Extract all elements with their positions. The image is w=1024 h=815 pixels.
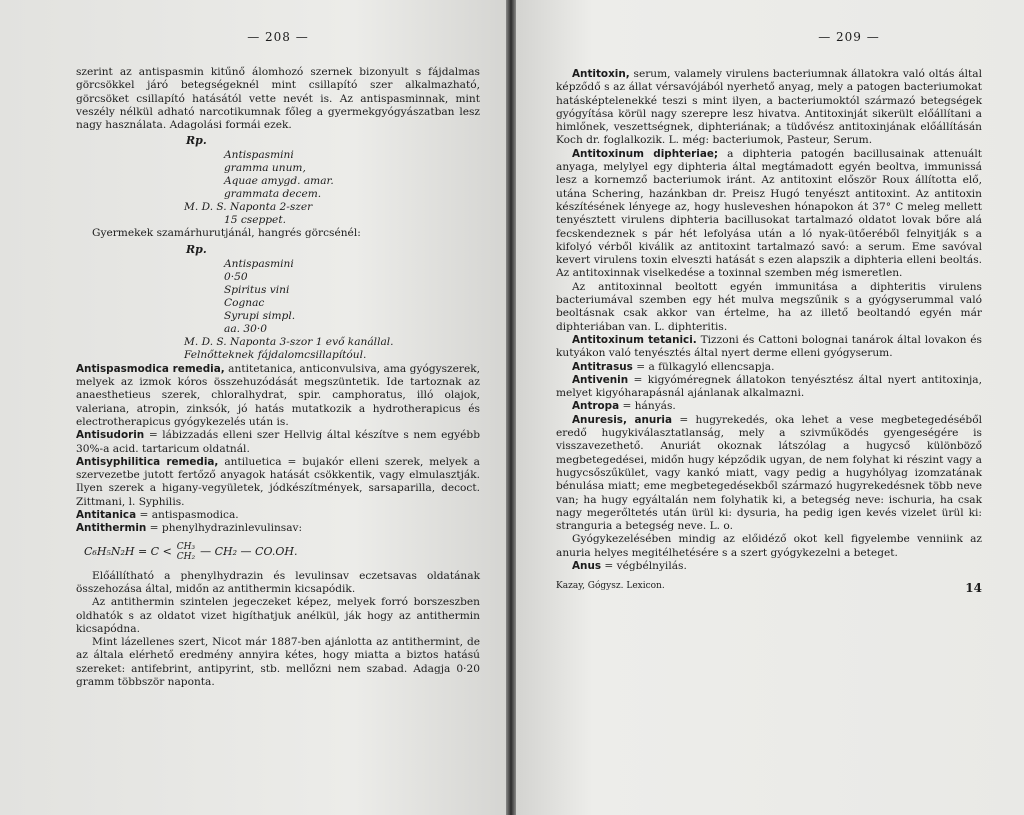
paragraph: Mint lázellenes szert, Nicot már 1887-ben ajánlotta az antithermint, de az általa elérhető eredmény annyira kétes, hogy miatta a biztos hatású szereket: antifebrint, antipyrint, stb. mellőzni nem szabad. Adagja 0·20 gramm többször naponta. — [76, 636, 480, 689]
entry — [556, 334, 982, 361]
entry-text: = kigyóméregnek állatokon tenyésztész által nyert antitoxinja, melyet kigyóharapásnál ajánlanak alkalmazni. — [556, 373, 982, 400]
recipe-line: aa. 30·0 — [224, 322, 267, 335]
entry-text: = hányás. — [619, 400, 676, 413]
entry-text: serum, valamely virulens bacteriumnak állatokra való oltás által képződő s az állat vérsavójából nyerhető anyag, mely a patogen bacteriumokat hatásképtelenekké teszi s mint ilyen, a bacteriumoktól származó betegségek gyógyítása körül nagy szerepre lesz hivatva. Antitoxinját sikerült előállítani a himlőnek, veszettségnek, diphteriának; a tüdővész antitoxinjának előállításán Koch dr. foglalkozik. L. még: bacteriumok, Pasteur, Serum. — [556, 68, 982, 147]
formula-right: — CH₂ — CO.OH. — [200, 545, 298, 559]
paragraph: Az antithermin szintelen jegeczeket képez, melyek forró borszeszben oldhatók s az oldatot vizet higíthatjuk anélkül, ják hogy az antithermin kicsapódna. — [76, 596, 480, 635]
entry-headword: Antitanica — [76, 509, 137, 522]
footer-sheet-number: 14 — [965, 581, 982, 596]
recipe-line: gramma unum, — [224, 162, 306, 175]
formula-denominator: CH₂ — [176, 551, 196, 562]
entry — [556, 414, 982, 534]
page-footer — [556, 581, 982, 595]
entry-text: = a fülkagyló ellencsapja. — [632, 360, 775, 373]
paragraph: Az antitoxinnal beoltott egyén immunitása a diphteritis virulens bacteriumával szemben egy hét mulva megszűnik s a gyógyserummal való beoltásnak csak akkor van értelme, ha az illető beoltandó egyén már diphteriában van. L. diphteritis. — [556, 280, 982, 333]
entry-headword: Antitrasus — [572, 360, 633, 373]
entry-headword: Anuresis, anuria — [572, 413, 672, 426]
entry-headword: Antivenin — [572, 373, 629, 386]
entry-text: = hugyrekedés, oka lehet a vese megbetegedéséből eredő hugykiválasztatlanság, mely a szivműködés gyengeségére is visszavezethető. Anuriát okoznak látszólag a hugycső különböző megbetegedései, midőn hugy képződik ugyan, de nem folyhat ki részint vagy a hugycsőszűkület, vagy kankó miatt, vagy pedig a hugyhólyag izomzatának bénulása miatt; eme megbetegedésekből származó hugyrekedésnek több neve van; ha hugy egyáltalán nem folyhatik ki, a betegség neve: ischuria, ha csak nagy megerőltetés után ürül ki: dysuria, ha pedig igen kevés vizelet ürül ki: stranguria a betegség neve. L. o. — [556, 413, 982, 533]
entry-text: = antispasmodica. — [136, 509, 239, 522]
entry — [556, 374, 982, 401]
entry-text: = phenylhydrazinlevulinsav: — [146, 522, 303, 535]
chemical-formula — [84, 542, 480, 562]
entry-headword: Antithermin — [76, 522, 147, 535]
recipe-line: Spiritus vini — [224, 283, 290, 296]
entry — [556, 68, 982, 148]
recipe-line: Aquae amygd. amar. — [224, 175, 334, 188]
formula-fraction — [177, 542, 195, 562]
book-gutter — [506, 0, 516, 815]
formula-numerator: CH₃ — [176, 541, 196, 552]
entry — [76, 522, 480, 535]
entry — [556, 560, 982, 573]
entry-headword: Antitoxinum diphteriae; — [572, 147, 719, 160]
entry-text: a diphteria patogén bacillusainak attenuált anyaga, melylyel egy diphteria által megtámadott egyén beoltva, immunissá lesz a kornemző bacteriumok iránt. Az antitoxint először Roux állította elő, utána Schering, hazánkban dr. Preisz Hugó tenyészt antitoxint. Az antitoxin készítésének lényege az, hogy husleveshen hónapokon át 37° C meleg mellett tenyésztett virulens diphteria bacillusokat tartalmazó oldatot lovak bőre alá fecskendeznek s pár hét lefolyása után a ló nyak-ütőeréből felnyitják s a kifolyó vérből kiválik az antitoxint tartalmazó savó: a serum. Eme savóval kevert virulens toxin elveszti hatását s ezen alapszik a diphteria elleni beoltás. Az antitoxinnak viselkedése a toxinnal szemben még ismeretlen. — [556, 147, 982, 280]
recipe-heading: Rp. — [186, 134, 207, 148]
paragraph: szerint az antispasmin kitűnő álomhozó szernek bizonyult s fájdalmas görcsökkel járó betegségeknél mint csillapító szer alkalmazható, görcsöket csillapító hatásától vette nevét is. Az antispasminnak, mint veszély nélkül adható narcotikumnak főleg a gyermekgyógyászatban lesz nagy használata. Adagolási formái ezek. — [76, 66, 480, 132]
formula-left: C₆H₅N₂H = C < — [84, 545, 172, 559]
recipe-line: Antispasmini — [224, 257, 294, 270]
entry-headword: Antitoxin, — [572, 68, 630, 80]
page-number-right: — 209 — — [818, 30, 880, 44]
entry — [556, 148, 982, 281]
paragraph: Gyógykezelésében mindig az előidéző okot kell figyelembe venniink az anuria helyes megitélhetésére s a szert gyógykezelni a beteget. — [556, 533, 982, 559]
entry-text: = végbélnyilás. — [601, 559, 687, 572]
entry — [556, 400, 982, 413]
left-page — [0, 0, 506, 815]
recipe-line: Cognac — [224, 296, 265, 309]
page-number-left: — 208 — — [247, 30, 309, 44]
entry-text: antitetanica, anticonvulsiva, ama gyógyszerek, melyek az izmok kóros összehuzódását megszüntetik. Ide tartoznak az anaesthetieus szerek, chloralhydrat, spir. camphoratus, illó olajok, valeriana, atropin, zinksók, jó hatás mutatkozik a hydrotherapicus és electrotherapicus gyógykezelés után is. — [76, 362, 480, 428]
recipe-line: Syrupi simpl. — [224, 309, 296, 322]
recipe-signature: M. D. S. Naponta 3-szor 1 evő kanállal. — [184, 335, 394, 348]
recipe-signature: Felnőtteknek fájdalomcsillapítóul. — [184, 348, 367, 361]
entry-text: antiluetica = bujakór elleni szerek, melyek a szervezetbe jutott fertőző anyagok hatását csökkentik, vagy elmulasztják. Ilyen szerek a higany-vegyületek, jódkészítmények, sarsaparilla, decoct. Zittmani, l. Syphilis. — [76, 455, 480, 508]
entry-headword: Antisudorin — [76, 429, 145, 442]
entry-headword: Antropa — [572, 400, 620, 413]
entry-headword: Antisyphilitica remedia, — [76, 455, 219, 468]
recipe-line: M. D. S. Naponta 2-szer — [184, 201, 313, 214]
entry-text: Tizzoni és Cattoni bolognai tanárok által lovakon és kutyákon való tenyésztés által nyert derme elleni gyógyserum. — [556, 333, 982, 360]
entry-headword: Antispasmodica remedia, — [76, 362, 225, 375]
entry — [76, 456, 480, 509]
entry — [76, 509, 480, 522]
entry — [76, 363, 480, 429]
entry-text: = lábizzadás elleni szer Hellvig által készítve s nem egyébb 30%-a acid. tartaricum oldatnál. — [76, 429, 480, 455]
recipe-heading: Rp. — [186, 242, 207, 256]
paragraph: Gyermekek szamárhurutjánál, hangrés görcsénél: — [92, 227, 361, 240]
entry — [76, 429, 480, 456]
entry-headword: Anus — [572, 559, 602, 572]
footer-signature: Kazay, Gógysz. Lexicon. — [556, 581, 665, 592]
recipe-line: Antispasmini — [224, 149, 294, 162]
right-page — [516, 0, 1024, 815]
paragraph: Előállítható a phenylhydrazin és levulinsav eczetsavas oldatának összehozása által, midőn az antithermin kicsapódik. — [76, 569, 480, 595]
recipe-line: 0·50 — [224, 270, 248, 283]
entry — [556, 361, 982, 374]
recipe-line: grammata decem. — [224, 188, 322, 201]
recipe-line: 15 cseppet. — [224, 214, 286, 227]
entry-headword: Antitoxinum tetanici. — [572, 333, 697, 346]
